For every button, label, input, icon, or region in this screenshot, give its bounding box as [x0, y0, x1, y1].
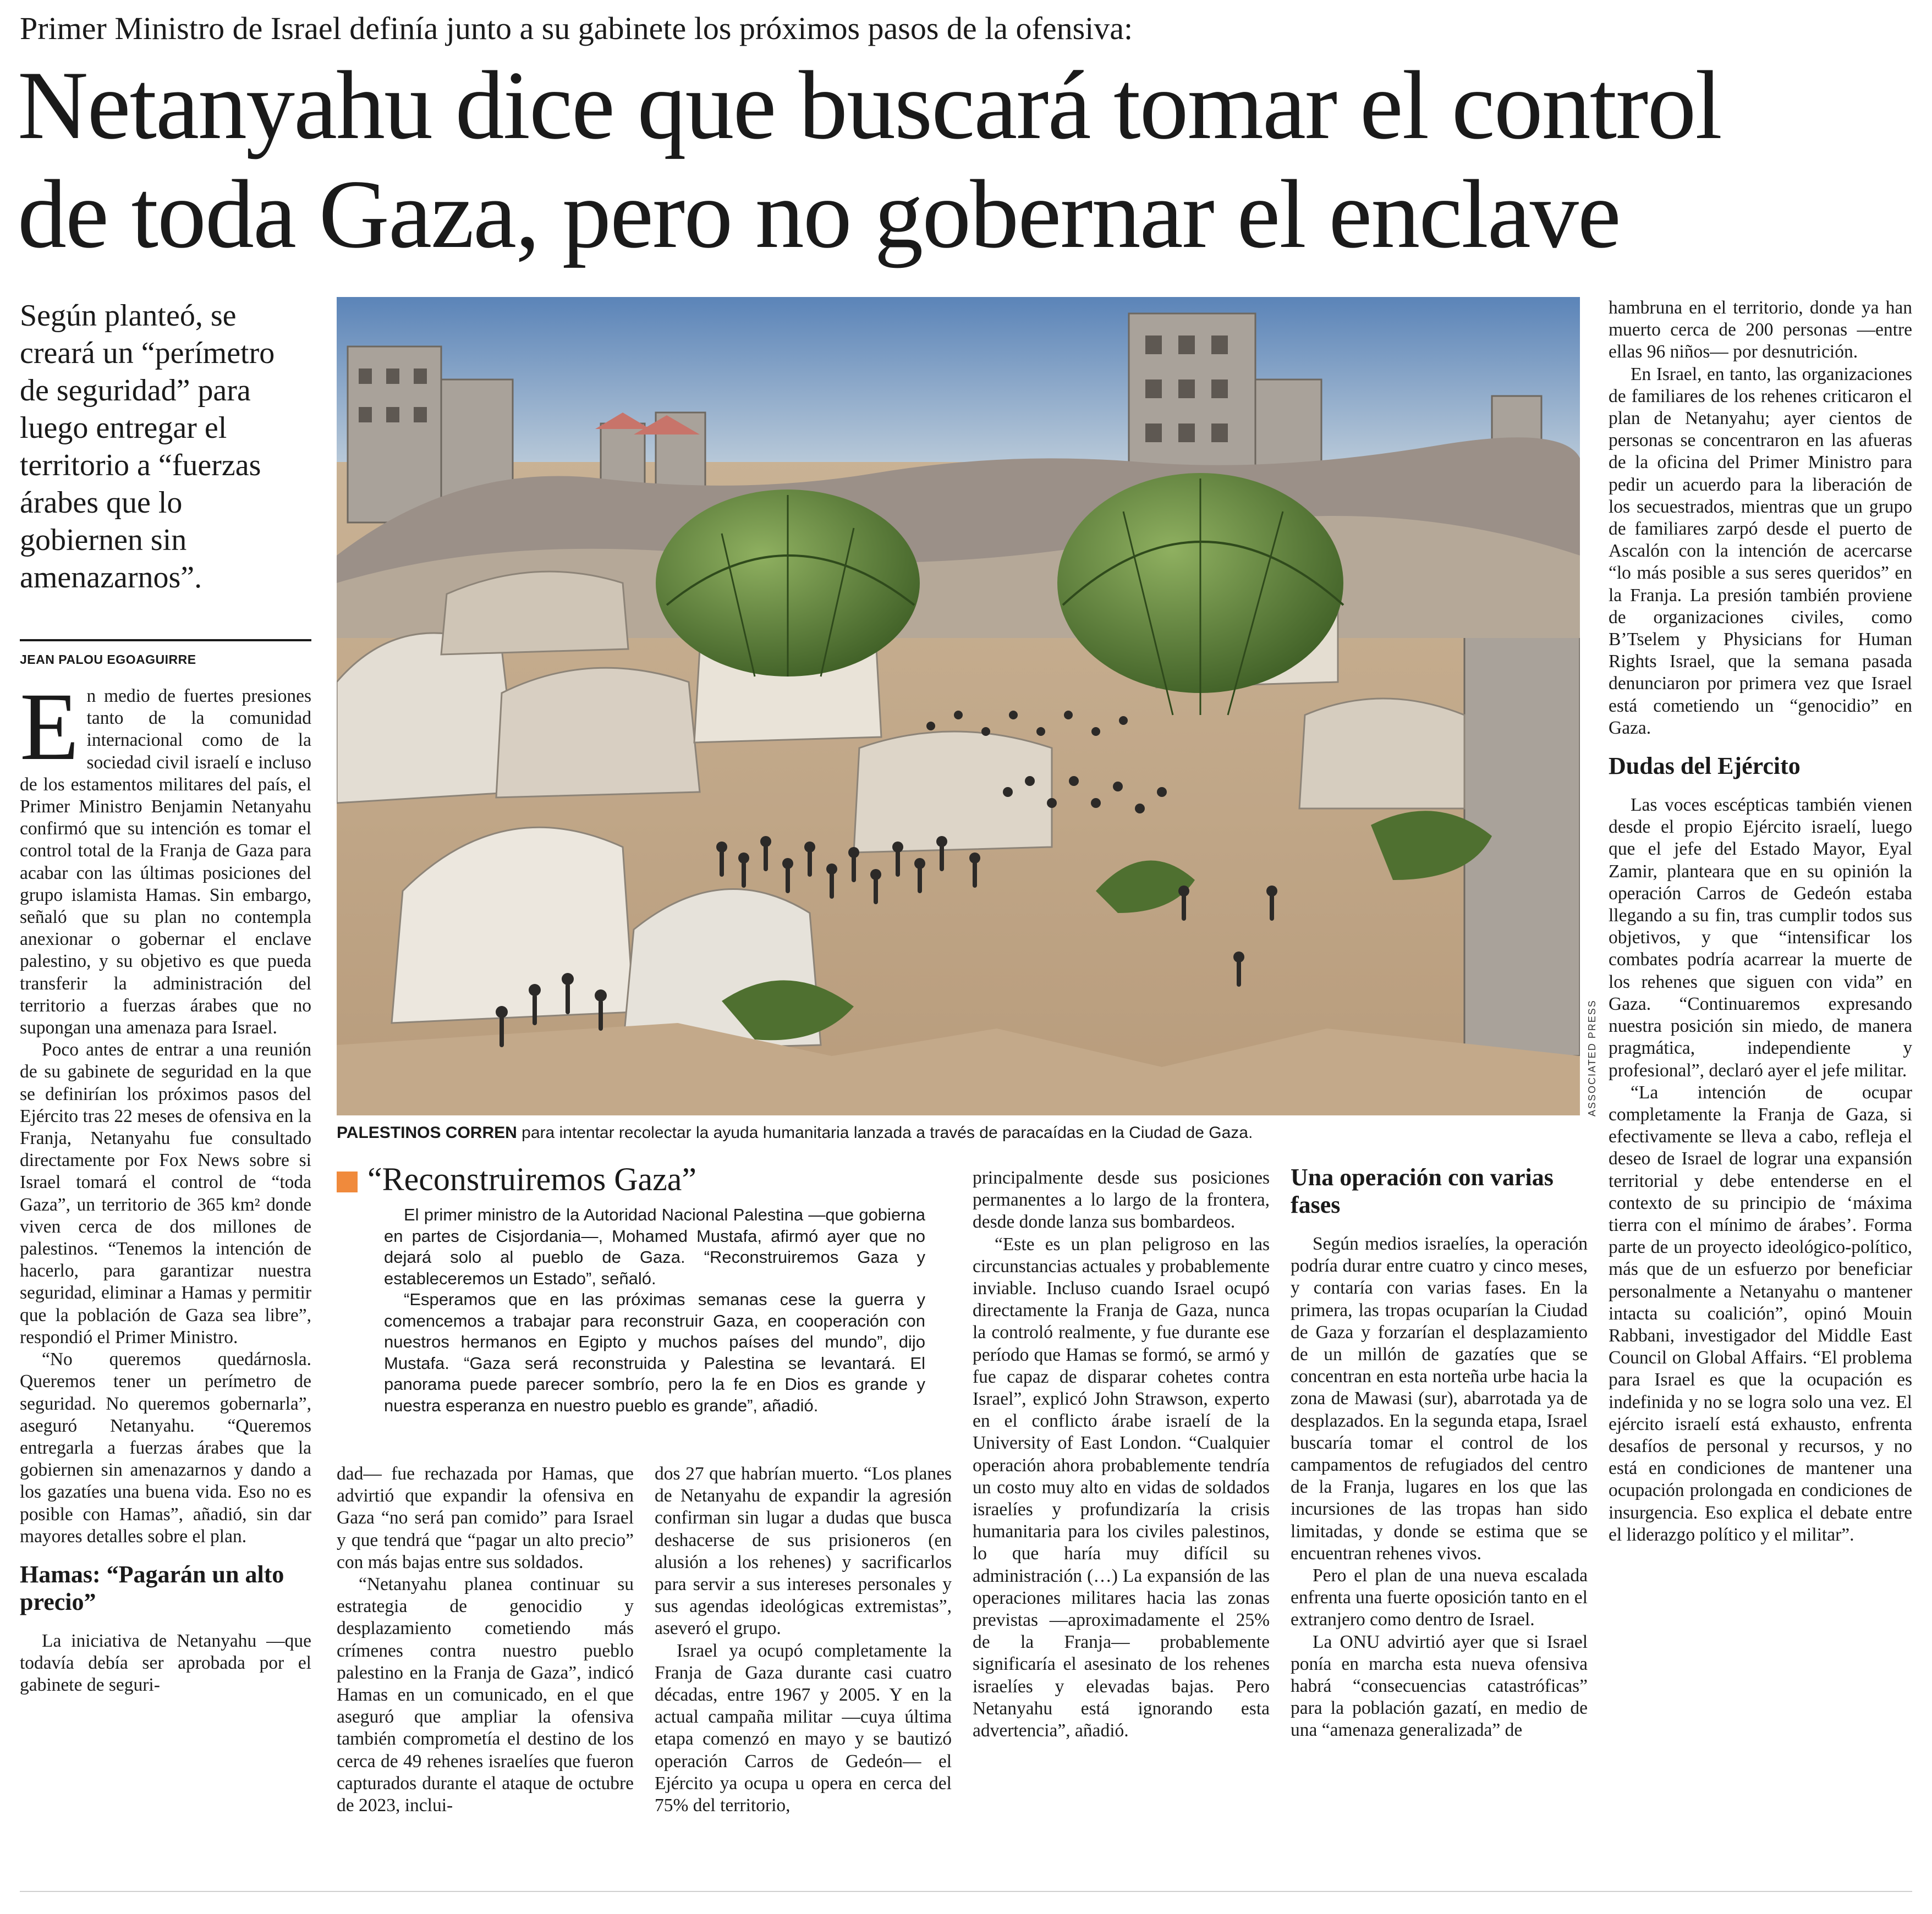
- box-body: [337, 1204, 936, 1416]
- column-1: [20, 673, 311, 1697]
- photo-illustration: [337, 297, 1580, 1115]
- paragraph: “No queremos quedárnosla. Queremos tener un perímetro de seguridad. No queremos gobernarla”, aseguró Netanyahu. “Queremos entregarla a fuerzas árabes que la gobiernen sin amenazarnos y dando a los gazatíes una buena vida. Eso no es posible con Hamas”, añadió, sin dar mayores detalles sobre el plan.: [20, 1349, 311, 1547]
- deck: Según planteó, se creará un “perímetro de seguridad” para luego entregar el territorio a “fuerzas árabes que lo gobiernen sin amenazarnos”.: [20, 299, 275, 595]
- paragraph: “Netanyahu planea continuar su estrategia de genocidio y desplazamiento cometiendo más crímenes contra nuestro pueblo palestino en la Franja de Gaza”, indicó Hamas en un comunicado, en el que aseguró que ampliar la ofensiva también comprometía el destino de los cerca de 49 rehenes israelíes que fueron capturados durante el ataque de octubre de 2023, inclui-: [337, 1574, 634, 1816]
- box-paragraph: “Esperamos que en las próximas semanas cese la guerra y comencemos a trabajar para reconstruir Gaza, en cooperación con nuestros hermanos en Egipto y muchos países del mundo”, dijo Mustafa. “Gaza será reconstruida y Palestina se levantará. El panorama puede parecer sombrío, pero la fe en Dios es grande y nuestra esperanza en nuestro pueblo es grande”, añadió.: [384, 1290, 925, 1415]
- box-title: “Reconstruiremos Gaza”: [367, 1159, 936, 1199]
- headline-line-1: Netanyahu dice que buscará tomar el control: [18, 51, 1721, 160]
- paragraph: Poco antes de entrar a una reunión de su gabinete de seguridad en la que se definirían los próximos pasos del Ejército tras 22 meses de ofensiva en la Franja, Netanyahu fue consultado directamente por Fox News sobre si Israel tomará el control de “toda Gaza”, un territorio de 365 km² donde viven cerca de dos millones de palestinos. “Tenemos la intención de hacerlo, para garantizar nuestra seguridad, eliminar a Hamas y permitir que la población de Gaza sea libre”, respondió el Primer Ministro.: [20, 1040, 311, 1348]
- paragraph: Pero el plan de una nueva escalada enfrenta una fuerte oposición tanto en el extranjero como dentro de Israel.: [1291, 1565, 1588, 1630]
- caption-text: para intentar recolectar la ayuda humanitaria lanzada a través de paracaídas en la Ciudad de Gaza.: [517, 1124, 1253, 1142]
- lead-paragraph: En medio de fuertes presiones tanto de la comunidad internacional como de la sociedad civil israelí e incluso de los estamentos militares del país, el Primer Ministro Benjamin Netanyahu confirmó que su intención es tomar el control total de la Franja de Gaza para acabar con las últimas posiciones del grupo islamista Hamas. Sin embargo, señaló que su plan no contempla anexionar o gobernar el enclave palestino, y su objetivo es que pueda transferir la administración del territorio a fuerzas árabes que no supongan una amenaza para Israel.: [20, 673, 311, 1038]
- paragraph: dad— fue rechazada por Hamas, que advirtió que expandir la ofensiva en Gaza “no será pan comido” para Israel y que tendrá que “pagar un alto precio” con más bajas entre sus soldados.: [337, 1464, 634, 1572]
- paragraph: hambruna en el territorio, donde ya han muerto cerca de 200 personas —entre ellas 96 niños— por desnutrición.: [1609, 298, 1912, 362]
- paragraph: Según medios israelíes, la operación podría durar entre cuatro y cinco meses, y contaría con varias fases. En la primera, las tropas ocuparían la Ciudad de Gaza y forzarían el desplazamiento de un millón de gazatíes que se concentran en esta norteña urbe hacia la zona de Mawasi (sur), abarrotada ya de desplazados. En la segunda etapa, Israel buscaría tomar el control de los campamentos de refugiados del centro de la Franja, lugares en los que las incursiones de las tropas han sido limitadas, y donde se estima que se encuentran rehenes vivos.: [1291, 1234, 1588, 1564]
- photo-caption: [337, 1122, 1602, 1144]
- paragraph: principalmente desde sus posiciones permanentes a lo largo de la frontera, desde donde lanza sus bombardeos.: [973, 1168, 1270, 1233]
- orange-square-icon: [337, 1172, 358, 1192]
- byline-rule: [20, 639, 311, 641]
- column-3: [655, 1463, 952, 1817]
- column-4: [973, 1167, 1270, 1742]
- column-5: [1291, 1164, 1588, 1742]
- caption-lead: PALESTINOS CORREN: [337, 1124, 517, 1142]
- paragraph: “Este es un plan peligroso en las circunstancias actuales y probablemente inviable. Incluso cuando Israel ocupó directamente la Franja de Gaza, nunca la controló realmente, y fue durante ese período que Hamas se formó, se armó y fue capaz de disparar cohetes contra Israel”, explicó John Strawson, experto en el conflicto árabe israelí de la University of East London. “Cualquier operación ahora probablemente tendría un costo muy alto en vidas de soldados israelíes y profundizaría la crisis humanitaria para los civiles palestinos, lo que haría muy difícil su administración (…) La expansión de las operaciones militares hacia las zonas previstas —aproximadamente el 25% de la Franja— probablemente significaría el asesinato de los rehenes israelíes y elevadas bajas. Pero Netanyahu está ignorando esta advertencia”, añadió.: [973, 1234, 1270, 1741]
- paragraph: Las voces escépticas también vienen desde el propio Ejército israelí, luego que el jefe del Estado Mayor, Eyal Zamir, planteara que en su opinión la operación Carros de Gedeón estaba llegando a su fin, tras cumplir todos sus objetivos, y que “intensificar los combates podría acarrear la muerte de los rehenes que siguen con vida” en Gaza. “Continuaremos expresando nuestra posición sin miedo, de manera pragmática, independiente y profesional”, declaró ayer el jefe militar.: [1609, 795, 1912, 1081]
- paragraph: “La intención de ocupar completamente la Franja de Gaza, si efectivamente se lleva a cabo, refleja el deseo de Israel de lograr una expansión territorial y debe entenderse en el contexto de su principio de ‘máxima tierra con el mínimo de árabes’. Forma parte de un proyecto ideológico-político, más que de un esfuerzo por beneficiar personalmente a Netanyahu o mantener intacta su coalición”, opinó Mouin Rabbani, investigador del Middle East Council on Global Affairs. “El problema para Israel es que la ocupación es indefinida y no se logra solo una vez. El ejército israelí está exhausto, enfrenta desafíos de personal y recursos, y no está en condiciones de mantener una ocupación prolongada en condiciones de insurgencia. Eso explica el debate entre el liderazgo político y el militar”.: [1609, 1082, 1912, 1545]
- paragraph: Israel ya ocupó completamente la Franja de Gaza durante casi cuatro décadas, entre 1967 y 2005. Y en la actual campaña militar —cuya última etapa comenzó en mayo y se bautizó operación Carros de Gedeón— el Ejército ya ocupa u opera en cerca del 75% del territorio,: [655, 1640, 952, 1816]
- sidebar-box: [337, 1159, 936, 1416]
- column-2: [337, 1463, 634, 1817]
- headline-line-2: de toda Gaza, pero no gobernar el enclave: [18, 160, 1620, 268]
- paragraph: En Israel, en tanto, las organizaciones de familiares de los rehenes criticaron el plan de Netanyahu; ayer cientos de personas se concentraron en las afueras de la oficina del Primer Ministro para pedir un acuerdo para la liberación de los secuestrados, mientras que un grupo de familiares zarpó desde el puerto de Ascalón con la intención de acercarse “lo más posible a sus seres queridos” en la Franja. La presión también proviene de organizaciones civiles, como B’Tselem y Physicians for Human Rights Israel, que la semana pasada denunciaron por primera vez que Israel está cometiendo un “genocidio” en Gaza.: [1609, 364, 1912, 738]
- paragraph: dos 27 que habrían muerto. “Los planes de Netanyahu de expandir la agresión confirman sin lugar a dudas que busca deshacerse de sus prisioneros (en alusión a los rehenes) y sacrificarlos para servir a sus intereses personales y sus agendas ideológicas extremistas”, aseveró el grupo.: [655, 1464, 952, 1639]
- subhead-dudas: Dudas del Ejército: [1609, 752, 1801, 780]
- box-paragraph: El primer ministro de la Autoridad Nacional Palestina —que gobierna en partes de Cisjordania—, Mohamed Mustafa, afirmó ayer que no dejará solo al pueblo de Gaza. “Reconstruiremos Gaza y estableceremos un Estado”, señaló.: [384, 1205, 925, 1288]
- byline: JEAN PALOU EGOAGUIRRE: [20, 652, 196, 667]
- subhead-operacion: Una operación con varias fases: [1291, 1164, 1554, 1218]
- column-6: [1609, 297, 1912, 1546]
- photo-credit: ASSOCIATED PRESS: [1587, 999, 1598, 1116]
- subhead-hamas: Hamas: “Pagarán un alto precio”: [20, 1560, 284, 1615]
- bottom-rule: [20, 1891, 1912, 1892]
- paragraph: La ONU advirtió ayer que si Israel ponía en marcha esta nueva ofensiva habrá “consecuencias catastróficas” para la población gazatí, en medio de una “amenaza generalizada” de: [1291, 1631, 1588, 1741]
- headline: [18, 51, 1921, 268]
- news-photo: [337, 297, 1580, 1115]
- paragraph: La iniciativa de Netanyahu —que todavía debía ser aprobada por el gabinete de seguri-: [20, 1630, 311, 1696]
- kicker: Primer Ministro de Israel definía junto a su gabinete los próximos pasos de la ofensiva:: [20, 10, 1133, 46]
- drop-cap: E: [20, 673, 79, 780]
